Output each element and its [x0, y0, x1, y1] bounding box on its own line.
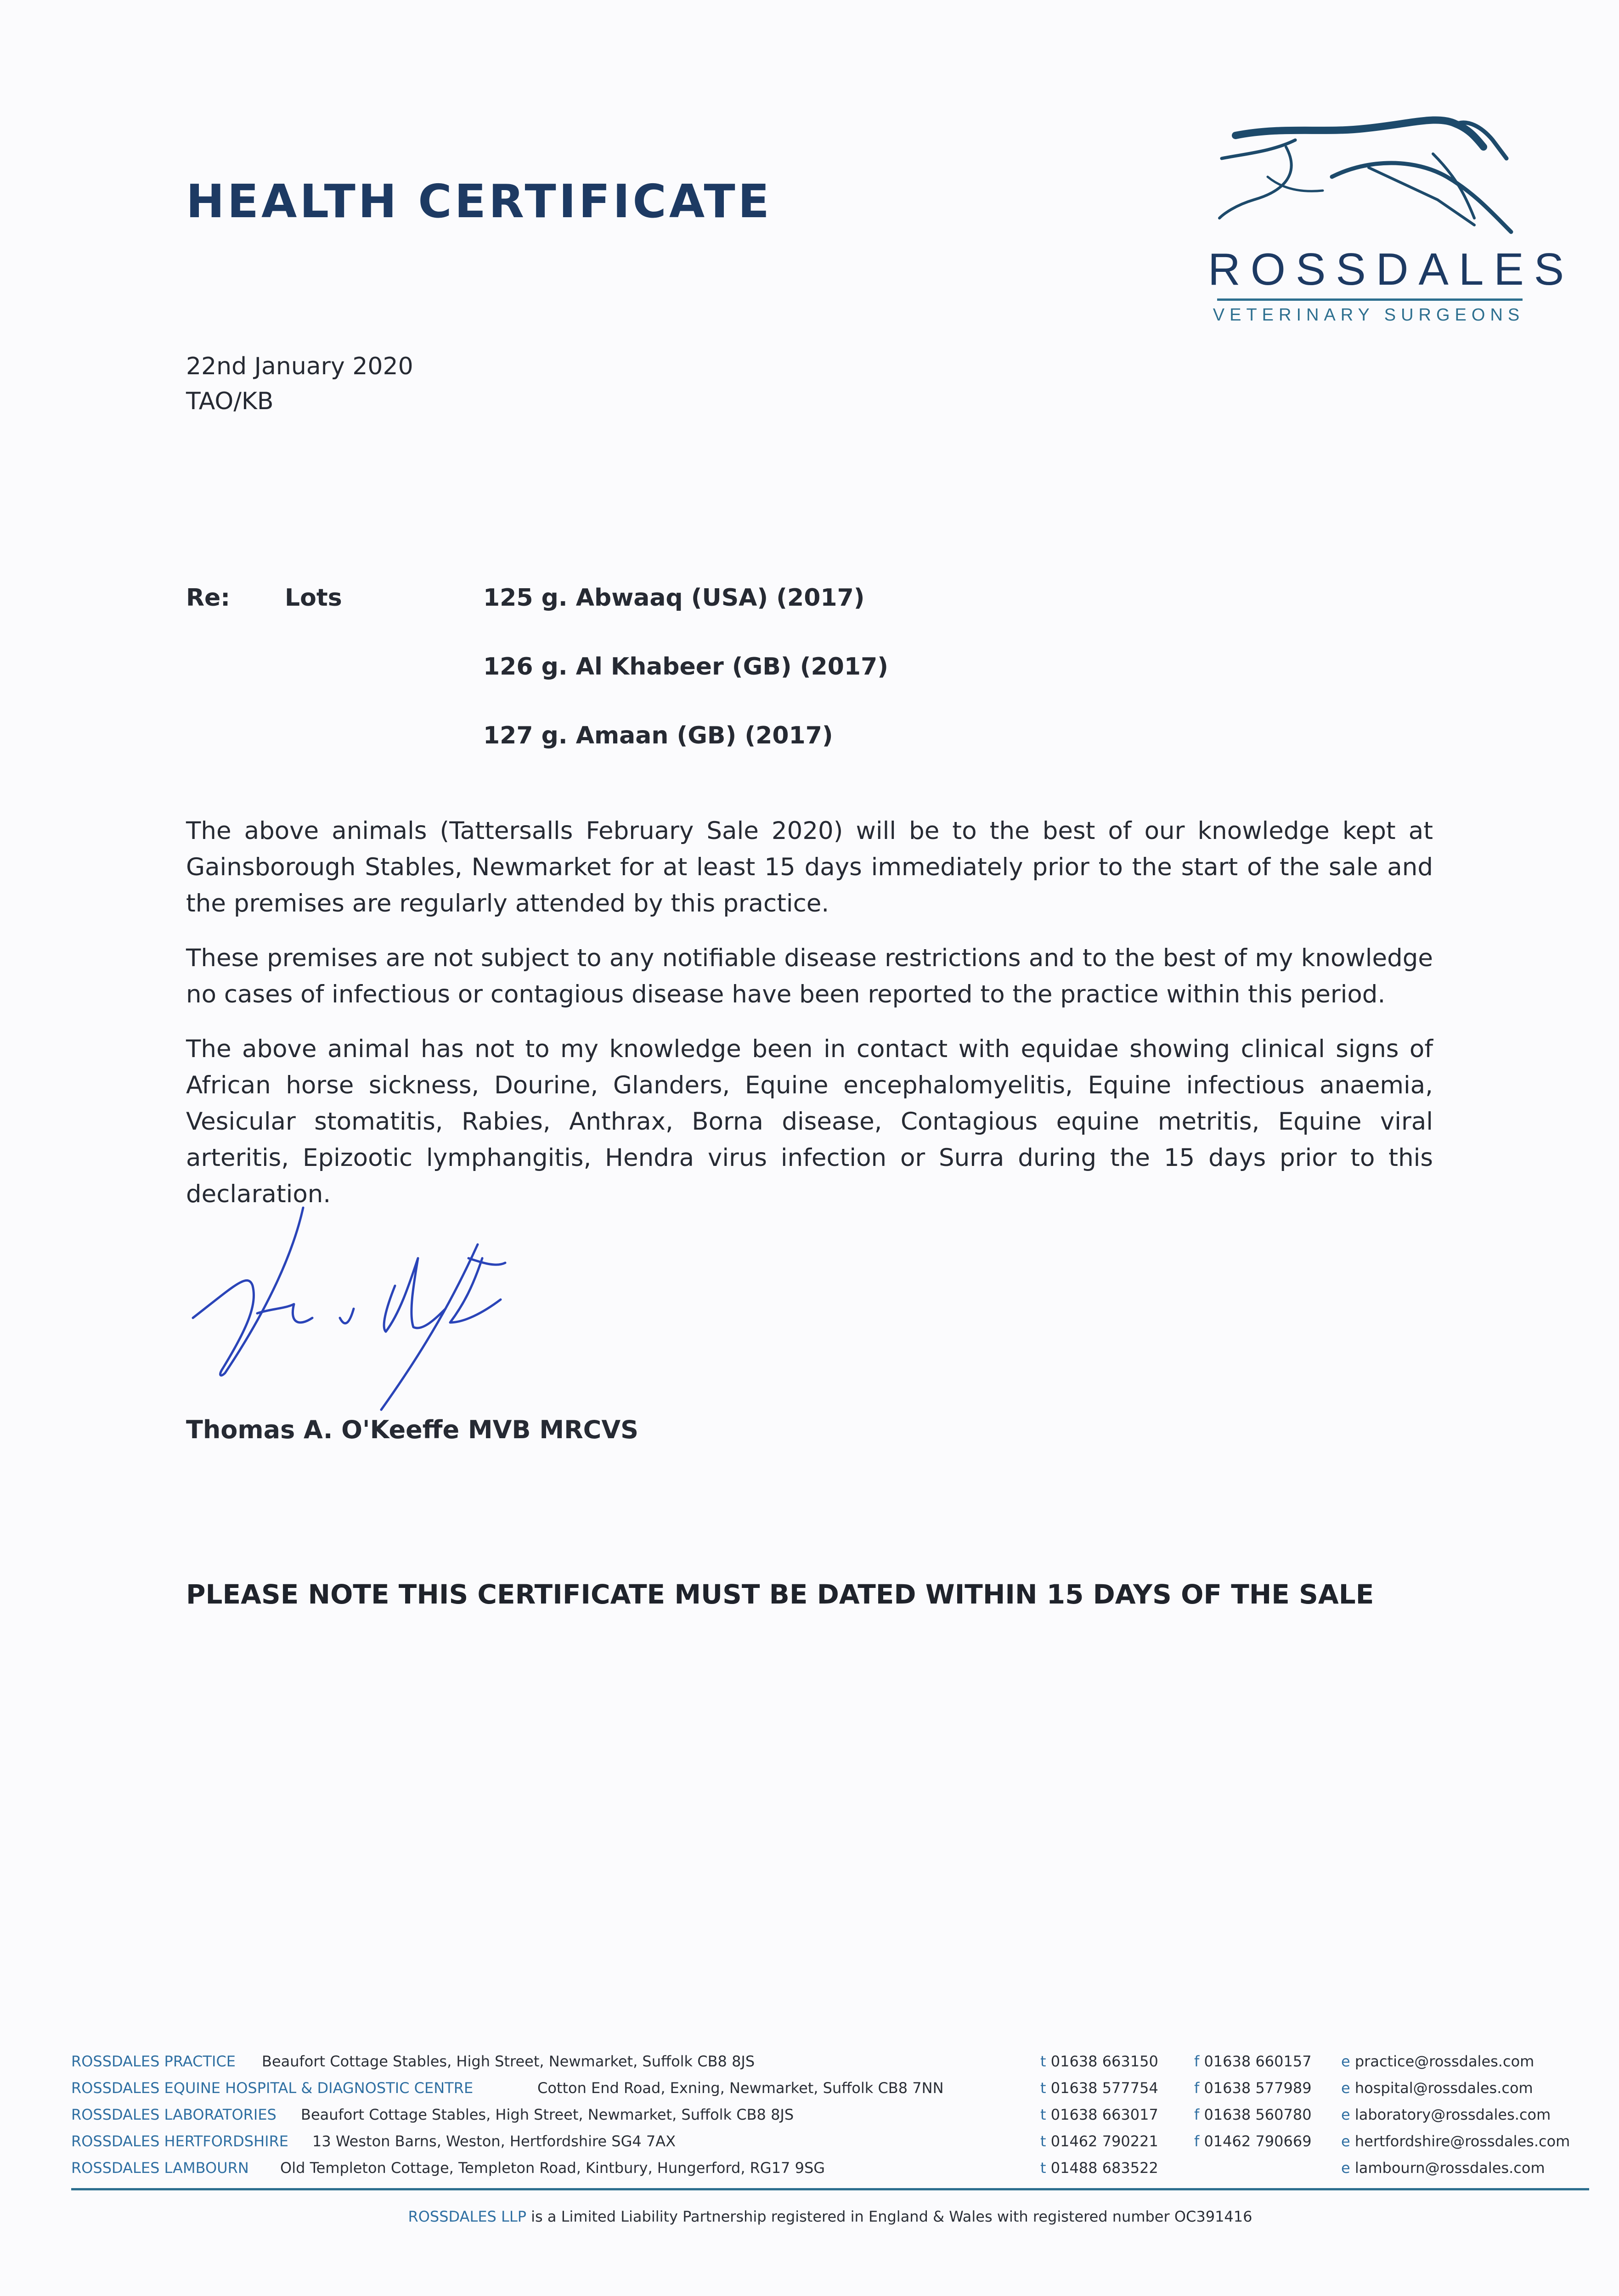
office-name: ROSSDALES LAMBOURN: [71, 2159, 249, 2177]
office-telephone: t 01638 663017: [1040, 2106, 1158, 2123]
body-paragraph: These premises are not subject to any notifiable disease restrictions and to the best of my knowledge no cases of infectious or contagious disease have been reported to the practice within this period.: [186, 944, 1433, 1008]
footer-offices: [71, 2053, 1587, 2186]
office-telephone: t 01462 790221: [1040, 2133, 1158, 2150]
date-block: [186, 349, 413, 419]
llp-text: is a Limited Liability Partnership registered in England & Wales with registered number OC391416: [531, 2208, 1252, 2225]
office-row: [71, 2106, 1587, 2133]
office-address: 13 Weston Barns, Weston, Hertfordshire SG4 7AX: [312, 2133, 676, 2150]
body-paragraph: The above animal has not to my knowledge been in contact with equidae showing clinical signs of African horse sickness, Dourine, Glanders, Equine encephalomyelitis, Equine infectious anaemia, Vesicular stomatitis, Rabies, Anthrax, Borna disease, Contagious equine metritis, Equine viral arteritis, Epizootic lymphangitis, Hendra virus infection or Surra during the 15 days prior to this declaration.: [186, 1035, 1433, 1208]
office-email[interactable]: e hospital@rossdales.com: [1341, 2079, 1533, 2097]
lot-item: 125 g. Abwaaq (USA) (2017): [483, 584, 865, 612]
office-fax: f 01638 560780: [1194, 2106, 1312, 2123]
horse-logo-icon: [1217, 108, 1520, 246]
document-reference: TAO/KB: [186, 388, 274, 415]
office-fax: f 01638 660157: [1194, 2053, 1312, 2070]
office-email[interactable]: e lambourn@rossdales.com: [1341, 2159, 1545, 2177]
signer-name: Thomas A. O'Keeffe MVB MRCVS: [186, 1415, 638, 1444]
office-address: Beaufort Cottage Stables, High Street, Newmarket, Suffolk CB8 8JS: [262, 2053, 755, 2070]
office-address: Beaufort Cottage Stables, High Street, Newmarket, Suffolk CB8 8JS: [301, 2106, 794, 2123]
office-row: [71, 2159, 1587, 2186]
lot-item: 127 g. Amaan (GB) (2017): [483, 722, 833, 749]
office-email[interactable]: e hertfordshire@rossdales.com: [1341, 2133, 1570, 2150]
brand-subtitle: VETERINARY SURGEONS: [1213, 305, 1525, 325]
date-notice: PLEASE NOTE THIS CERTIFICATE MUST BE DATED WITHIN 15 DAYS OF THE SALE: [186, 1579, 1374, 1610]
brand-name: ROSSDALES: [1208, 244, 1574, 294]
office-email[interactable]: e practice@rossdales.com: [1341, 2053, 1534, 2070]
office-name: ROSSDALES PRACTICE: [71, 2053, 236, 2070]
document-date: 22nd January 2020: [186, 353, 413, 380]
office-row: [71, 2079, 1587, 2106]
office-telephone: t 01638 577754: [1040, 2079, 1158, 2097]
page-title: HEALTH CERTIFICATE: [186, 174, 772, 228]
office-row: [71, 2053, 1587, 2079]
office-row: [71, 2133, 1587, 2159]
office-fax: f 01462 790669: [1194, 2133, 1312, 2150]
office-fax: f 01638 577989: [1194, 2079, 1312, 2097]
llp-name: ROSSDALES LLP: [408, 2208, 526, 2225]
re-label: Re:: [186, 584, 231, 612]
llp-statement: [71, 2208, 1589, 2225]
rossdales-logo: [1208, 108, 1574, 338]
body-paragraph: The above animals (Tattersalls February Sale 2020) will be to the best of our knowledge kept at Gainsborough Stables, Newmarket for at least 15 days immediately prior to the start of the sale and the premises are regularly attended by this practice.: [186, 817, 1433, 917]
office-address: Cotton End Road, Exning, Newmarket, Suffolk CB8 7NN: [537, 2079, 944, 2097]
office-telephone: t 01488 683522: [1040, 2159, 1158, 2177]
office-name: ROSSDALES HERTFORDSHIRE: [71, 2133, 289, 2150]
handwritten-signature: [179, 1194, 547, 1433]
office-name: ROSSDALES LABORATORIES: [71, 2106, 276, 2123]
office-address: Old Templeton Cottage, Templeton Road, Kintbury, Hungerford, RG17 9SG: [280, 2159, 825, 2177]
certificate-body: [186, 813, 1433, 1231]
footer-divider: [71, 2188, 1589, 2190]
office-email[interactable]: e laboratory@rossdales.com: [1341, 2106, 1551, 2123]
brand-divider: [1217, 298, 1523, 301]
office-name: ROSSDALES EQUINE HOSPITAL & DIAGNOSTIC CENTRE: [71, 2079, 474, 2097]
office-telephone: t 01638 663150: [1040, 2053, 1158, 2070]
lots-label: Lots: [285, 584, 342, 612]
lot-item: 126 g. Al Khabeer (GB) (2017): [483, 653, 889, 681]
